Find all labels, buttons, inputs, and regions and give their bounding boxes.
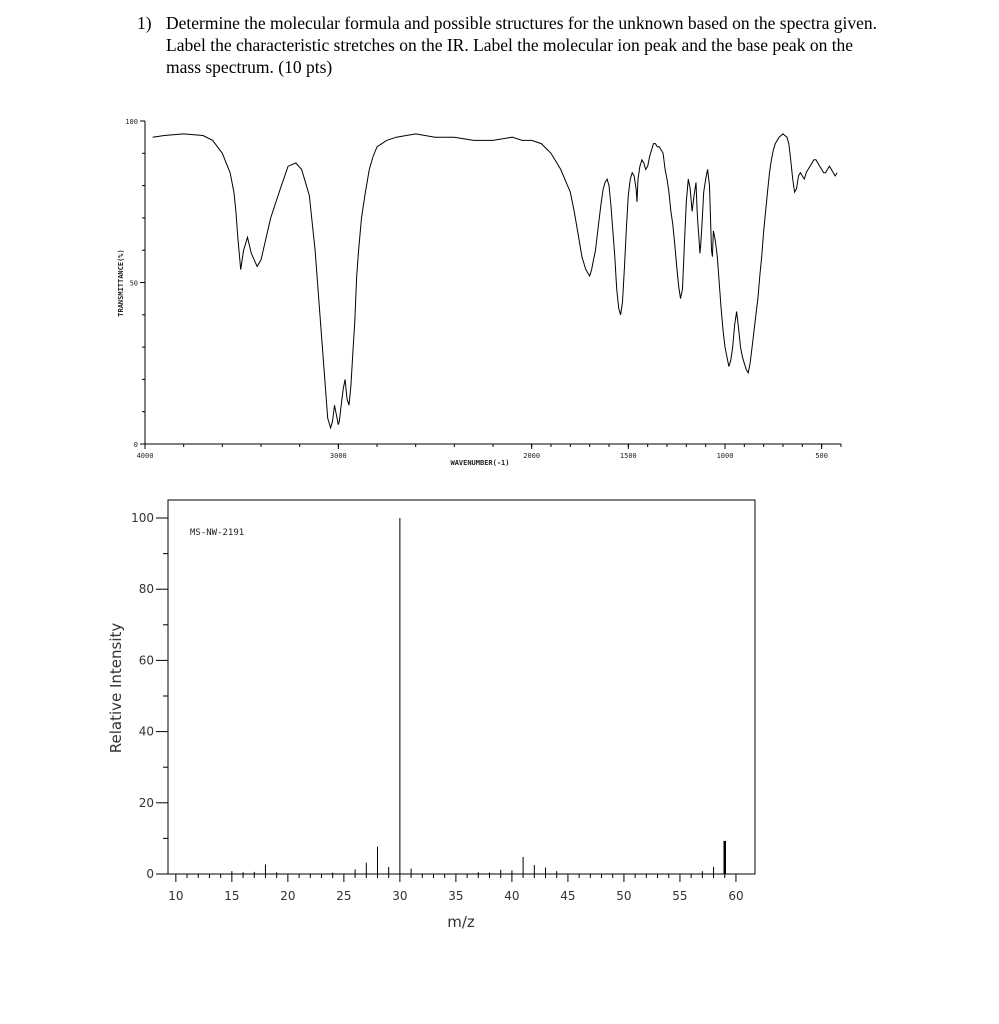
ms-x-tick-label: 55 (672, 889, 688, 903)
ir-spectrum-line (153, 134, 837, 428)
ms-y-tick-label: 20 (138, 795, 154, 810)
ms-spectrum-id: MS-NW-2191 (190, 528, 245, 538)
ms-x-tick-label: 20 (280, 889, 296, 903)
ms-x-tick-label: 45 (560, 889, 576, 903)
ir-x-ticks (137, 444, 841, 460)
ir-x-tick-label: 500 (815, 452, 828, 460)
ms-y-tick-label: 40 (138, 724, 154, 739)
ms-x-tick-label: 25 (336, 889, 352, 903)
ir-y-tick-label: 50 (129, 279, 138, 288)
ms-x-tick-label: 60 (728, 889, 744, 903)
ms-y-tick-label: 60 (138, 653, 154, 668)
ms-x-tick-label: 40 (504, 889, 520, 903)
ir-x-tick-label: 2000 (523, 452, 541, 460)
ir-x-axis-title: WAVENUMBER(-1) (450, 459, 510, 467)
ir-y-axis-title: TRANSMITTANCE(%) (117, 249, 125, 317)
ms-x-tick-label: 35 (448, 889, 464, 903)
ms-y-tick-label: 80 (138, 582, 154, 597)
ms-y-tick-label: 100 (131, 511, 154, 525)
ir-x-tick-label: 4000 (136, 452, 154, 460)
ir-x-tick-label: 1000 (716, 452, 734, 460)
ir-x-tick-label: 3000 (329, 452, 347, 460)
question-number: 1) (137, 13, 152, 33)
ms-y-ticks (131, 511, 168, 881)
ms-plot-frame (168, 500, 755, 874)
ms-peaks (232, 518, 725, 874)
mass-spectrum-chart (107, 500, 755, 931)
ms-y-tick-label: 0 (146, 867, 154, 881)
ms-x-tick-label: 15 (224, 889, 240, 903)
ms-x-tick-label: 30 (392, 889, 408, 903)
ir-y-tick-label: 0 (133, 441, 138, 449)
question-body: Determine the molecular formula and possible structures for the unknown based on the spectra given. Label the characteristic stretches on the IR. Label the molecular ion peak and the base peak on the mass spectrum. (10 pts) (166, 13, 877, 77)
ms-x-tick-label: 50 (616, 889, 632, 903)
ir-x-tick-label: 1500 (619, 452, 637, 460)
ms-x-tick-label: 10 (168, 889, 184, 903)
ir-y-tick-label: 100 (125, 118, 138, 126)
ir-spectrum-chart (117, 118, 841, 467)
ms-x-axis-title: m/z (447, 913, 475, 931)
ir-y-ticks (125, 118, 145, 449)
ms-y-axis-title: Relative Intensity (107, 622, 125, 754)
ms-x-ticks (168, 874, 743, 903)
